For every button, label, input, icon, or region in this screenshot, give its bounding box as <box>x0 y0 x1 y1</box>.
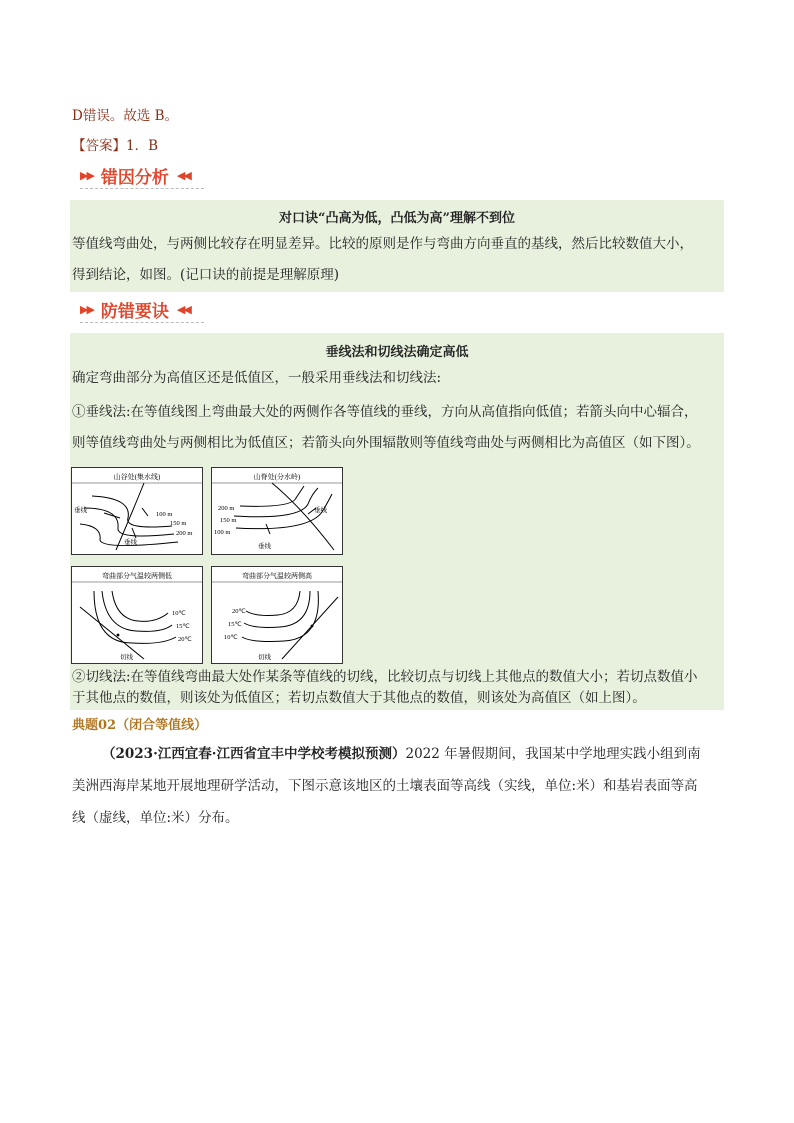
answer-label: 【答案】 <box>72 138 126 154</box>
arrows-left-icon: ▶▶ <box>80 302 93 316</box>
figure-valley <box>71 467 203 555</box>
contour-label: 150 m <box>170 520 187 527</box>
isotherm-label: 20℃ <box>232 608 246 615</box>
section-title: 防错要诀 <box>100 301 169 322</box>
contour-label: 100 m <box>156 511 173 518</box>
tips-line-5: 于其他点的数值，则该处为低值区；若切点数值大于其他点的数值，则该处为高值区（如上图）。 <box>72 690 646 706</box>
section-header-tips <box>80 296 204 323</box>
perpendicular-label: 垂线 <box>74 507 87 514</box>
isotherm-label: 10℃ <box>224 634 238 641</box>
figure-tangent-higher <box>211 566 343 664</box>
contour-label: 200 m <box>218 505 235 512</box>
example-line-3: 线（虚线，单位:米）分布。 <box>72 810 239 826</box>
arrows-left-icon: ▶▶ <box>80 168 93 182</box>
tips-line-4: ②切线法:在等值线弯曲最大处作某条等值线的切线，比较切点与切线上其他点的数值大小；若切点数值小 <box>72 669 698 685</box>
isotherm-label: 10℃ <box>172 610 186 617</box>
perpendicular-label: 垂线 <box>124 539 137 546</box>
isotherm-label: 20℃ <box>178 636 192 643</box>
error-analysis-line-2: 得到结论，如图。(记口诀的前提是理解原理) <box>72 267 340 283</box>
error-analysis-line-1: 等值线弯曲处，与两侧比较存在明显差异。比较的原则是作与弯曲方向垂直的基线，然后比较数值大小， <box>72 236 693 252</box>
example-line-1 <box>102 744 701 764</box>
perpendicular-label: 垂线 <box>258 543 271 550</box>
section-title: 错因分析 <box>100 167 169 188</box>
figure-ridge <box>211 467 343 555</box>
section-header-error-analysis <box>80 162 204 189</box>
intro-conclusion: D错误。故选 B。 <box>72 108 179 124</box>
example-line-1-text: 2022 年暑假期间，我国某中学地理实践小组到南 <box>405 746 701 762</box>
example-line-2: 美洲西海岸某地开展地理研学活动，下图示意该地区的土壤表面等高线（实线，单位:米）和基岩表面等高 <box>72 778 698 794</box>
example-source: （2023·江西宜春·江西省宜丰中学校考模拟预测） <box>102 746 406 762</box>
contour-label: 150 m <box>220 517 237 524</box>
tangent-label: 切线 <box>258 654 271 661</box>
perpendicular-label: 垂线 <box>314 507 327 514</box>
tips-line-1: 确定弯曲部分为高值区还是低值区，一般采用垂线法和切线法: <box>72 370 442 386</box>
answer-value: 1．B <box>126 138 159 154</box>
isotherm-label: 15℃ <box>228 621 242 628</box>
figure-title: 弯曲部分气温较两侧高 <box>242 572 312 580</box>
arrows-right-icon: ◀◀ <box>176 302 190 316</box>
tips-line-3: 则等值线弯曲处与两侧相比为低值区；若箭头向外围辐散则等值线弯曲处与两侧相比为高值区（如下图）。 <box>72 435 700 451</box>
arrows-right-icon: ◀◀ <box>176 168 190 182</box>
figure-title: 山脊处(分水岭) <box>253 473 301 481</box>
tips-heading: 垂线法和切线法确定高低 <box>325 345 469 360</box>
error-analysis-heading: 对口诀“凸高为低，凸低为高”理解不到位 <box>279 211 515 226</box>
contour-label: 100 m <box>214 529 231 536</box>
figure-title: 山谷处(集水线) <box>113 473 161 481</box>
answer-line <box>72 134 158 154</box>
example-title: 典题02（闭合等值线） <box>72 718 208 733</box>
figure-tangent-lower <box>71 566 203 664</box>
tangent-label: 切线 <box>120 654 133 661</box>
isotherm-label: 15℃ <box>176 623 190 630</box>
figure-title: 弯曲部分气温较两侧低 <box>102 572 172 580</box>
contour-label: 200 m <box>176 530 193 537</box>
tips-line-2: ①垂线法:在等值线图上弯曲最大处的两侧作各等值线的垂线，方向从高值指向低值；若箭头向中心辐合， <box>72 404 698 420</box>
